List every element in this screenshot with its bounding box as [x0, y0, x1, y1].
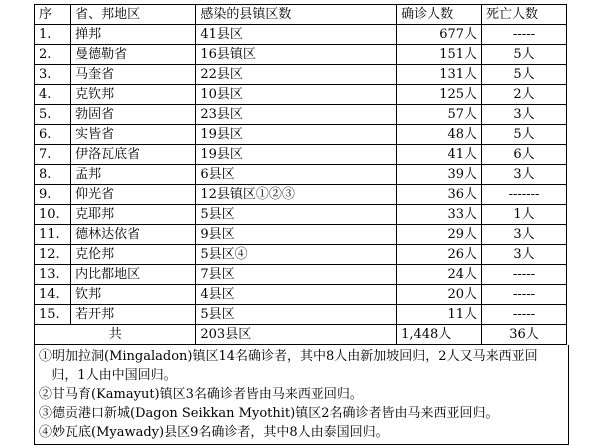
footnote-line: ②甘马育(Kamayut)镇区3名确诊者皆由马来西亚回归。 [39, 387, 363, 402]
row-no: 7. [35, 145, 71, 165]
row-region: 勃固省 [71, 105, 196, 125]
table-row [35, 85, 567, 105]
footnote-line: ③德贡港口新城(Dagon Seikkan Myothit)镇区2名确诊者皆由马来西亚回归。 [39, 406, 499, 421]
row-confirmed: 131人 [397, 65, 482, 85]
row-region: 孟邦 [71, 165, 196, 185]
row-deaths: 5人 [482, 65, 567, 85]
row-region: 克钦邦 [71, 85, 196, 105]
header-confirmed: 确诊人数 [397, 5, 482, 25]
row-deaths: 6人 [482, 145, 567, 165]
row-deaths: ----- [482, 25, 567, 45]
total-counties: 203县区 [196, 325, 397, 345]
row-no: 9. [35, 185, 71, 205]
row-deaths: ----- [482, 285, 567, 305]
row-counties: 19县区 [196, 125, 397, 145]
row-no: 13. [35, 265, 71, 285]
table-row [35, 45, 567, 65]
row-region: 马奎省 [71, 65, 196, 85]
row-region: 若开邦 [71, 305, 196, 325]
table-row [35, 65, 567, 85]
row-no: 10. [35, 205, 71, 225]
row-counties: 5县区 [196, 305, 397, 325]
row-region: 钦邦 [71, 285, 196, 305]
row-deaths: 2人 [482, 85, 567, 105]
row-counties: 10县区 [196, 85, 397, 105]
row-counties: 41县区 [196, 25, 397, 45]
row-counties: 23县区 [196, 105, 397, 125]
row-no: 8. [35, 165, 71, 185]
row-no: 14. [35, 285, 71, 305]
row-counties: 4县区 [196, 285, 397, 305]
table-row [35, 165, 567, 185]
row-no: 3. [35, 65, 71, 85]
row-region: 德林达依省 [71, 225, 196, 245]
row-no: 11. [35, 225, 71, 245]
row-confirmed: 57人 [397, 105, 482, 125]
row-no: 4. [35, 85, 71, 105]
row-confirmed: 125人 [397, 85, 482, 105]
row-confirmed: 41人 [397, 145, 482, 165]
row-deaths: ----- [482, 265, 567, 285]
row-counties: 22县区 [196, 65, 397, 85]
table-row [35, 125, 567, 145]
row-counties: 9县区 [196, 225, 397, 245]
table-row [35, 285, 567, 305]
row-counties: 16县镇区 [196, 45, 397, 65]
row-region: 克伦邦 [71, 245, 196, 265]
row-confirmed: 39人 [397, 165, 482, 185]
row-deaths: ----- [482, 305, 567, 325]
row-region: 克耶邦 [71, 205, 196, 225]
table-row [35, 205, 567, 225]
row-deaths: ------- [482, 185, 567, 205]
row-deaths: 3人 [482, 165, 567, 185]
footnote-line: 归，1人由中国回归。 [39, 368, 177, 383]
row-region: 内比都地区 [71, 265, 196, 285]
footnote-line: ④妙瓦底(Myawady)县区9名确诊者，其中8人由泰国回归。 [39, 425, 389, 440]
table-row [35, 185, 567, 205]
row-counties: 7县区 [196, 265, 397, 285]
row-deaths: 5人 [482, 125, 567, 145]
footnote-line: ①明加拉洞(Mingaladon)镇区14名确诊者，其中8人由新加坡回归，2人又马来西亚回 [39, 349, 538, 364]
row-counties: 19县区 [196, 145, 397, 165]
header-region: 省、邦地区 [71, 5, 196, 25]
covid-table-sheet [34, 4, 567, 445]
row-region: 伊洛瓦底省 [71, 145, 196, 165]
row-confirmed: 11人 [397, 305, 482, 325]
row-confirmed: 26人 [397, 245, 482, 265]
row-region: 掸邦 [71, 25, 196, 45]
table-row [35, 105, 567, 125]
table-row [35, 145, 567, 165]
total-deaths: 36人 [482, 325, 567, 345]
row-deaths: 3人 [482, 225, 567, 245]
header-row [35, 5, 567, 25]
row-no: 1. [35, 25, 71, 45]
table-row [35, 265, 567, 285]
row-confirmed: 29人 [397, 225, 482, 245]
row-deaths: 1人 [482, 205, 567, 225]
row-confirmed: 24人 [397, 265, 482, 285]
table-row [35, 225, 567, 245]
table-row [35, 305, 567, 325]
row-no: 5. [35, 105, 71, 125]
row-counties: 12县镇区①②③ [196, 185, 397, 205]
row-deaths: 5人 [482, 45, 567, 65]
table-row [35, 25, 567, 45]
header-counties: 感染的县镇区数 [196, 5, 397, 25]
row-no: 6. [35, 125, 71, 145]
header-no: 序 [35, 5, 71, 25]
row-confirmed: 33人 [397, 205, 482, 225]
total-label: 共 [35, 325, 196, 345]
row-confirmed: 677人 [397, 25, 482, 45]
row-confirmed: 20人 [397, 285, 482, 305]
row-confirmed: 36人 [397, 185, 482, 205]
total-confirmed: 1,448人 [397, 325, 482, 345]
row-no: 15. [35, 305, 71, 325]
row-confirmed: 151人 [397, 45, 482, 65]
row-confirmed: 48人 [397, 125, 482, 145]
header-deaths: 死亡人数 [482, 5, 567, 25]
row-counties: 5县区④ [196, 245, 397, 265]
row-deaths: 3人 [482, 245, 567, 265]
footnotes [34, 345, 569, 445]
row-no: 12. [35, 245, 71, 265]
row-counties: 5县区 [196, 205, 397, 225]
cases-table [34, 4, 567, 345]
total-row [35, 325, 567, 345]
row-region: 仰光省 [71, 185, 196, 205]
row-counties: 6县区 [196, 165, 397, 185]
row-deaths: 3人 [482, 105, 567, 125]
table-row [35, 245, 567, 265]
row-no: 2. [35, 45, 71, 65]
row-region: 曼德勒省 [71, 45, 196, 65]
row-region: 实皆省 [71, 125, 196, 145]
